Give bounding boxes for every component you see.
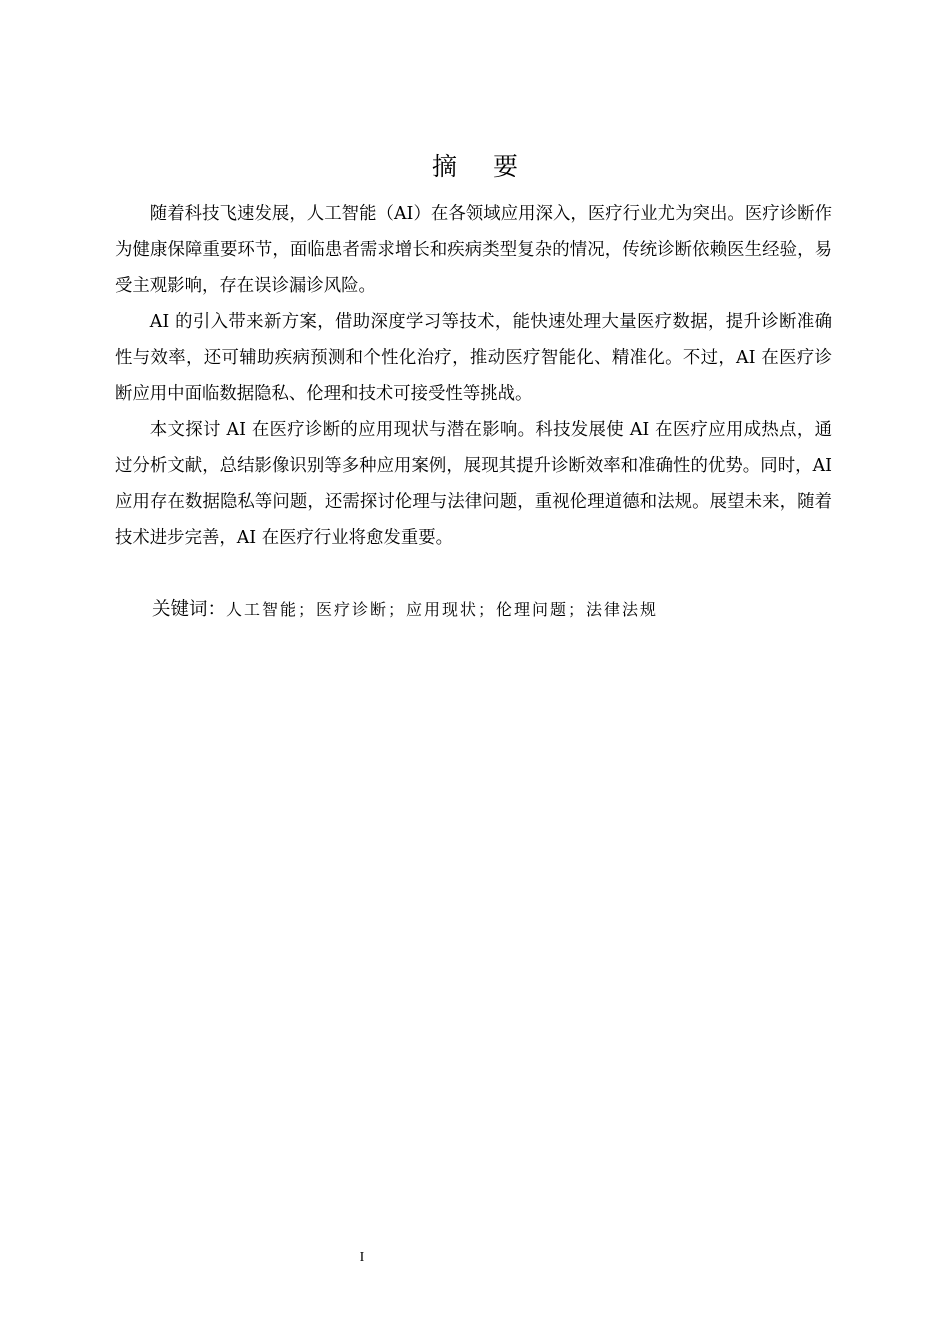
keywords-text: 人工智能；医疗诊断；应用现状；伦理问题；法律法规 <box>226 600 659 619</box>
abstract-paragraph-1: 随着科技飞速发展，人工智能（AI）在各领域应用深入，医疗行业尤为突出。医疗诊断作为健康保障重要环节，面临患者需求增长和疾病类型复杂的情况，传统诊断依赖医生经验，易受主观影响，存在误诊漏诊风险。 <box>115 204 832 296</box>
keywords-line <box>152 596 832 624</box>
abstract-title: 摘要 <box>431 152 554 181</box>
abstract-paragraph-3: 本文探讨 AI 在医疗诊断的应用现状与潜在影响。科技发展使 AI 在医疗应用成热点，通过分析文献，总结影像识别等多种应用案例，展现其提升诊断效率和准确性的优势。同时，AI 应用存在数据隐私等问题，还需探讨伦理与法律问题，重视伦理道德和法规。展望未来，随着技术进步完善，AI 在医疗行业将愈发重要。 <box>115 420 832 548</box>
abstract-paragraph-2: AI 的引入带来新方案，借助深度学习等技术，能快速处理大量医疗数据，提升诊断准确性与效率，还可辅助疾病预测和个性化治疗，推动医疗智能化、精准化。不过，AI 在医疗诊断应用中面临数据隐私、伦理和技术可接受性等挑战。 <box>115 312 832 404</box>
page-number: I <box>359 1250 365 1265</box>
abstract-body <box>115 196 832 556</box>
keywords-label: 关键词： <box>152 599 227 620</box>
